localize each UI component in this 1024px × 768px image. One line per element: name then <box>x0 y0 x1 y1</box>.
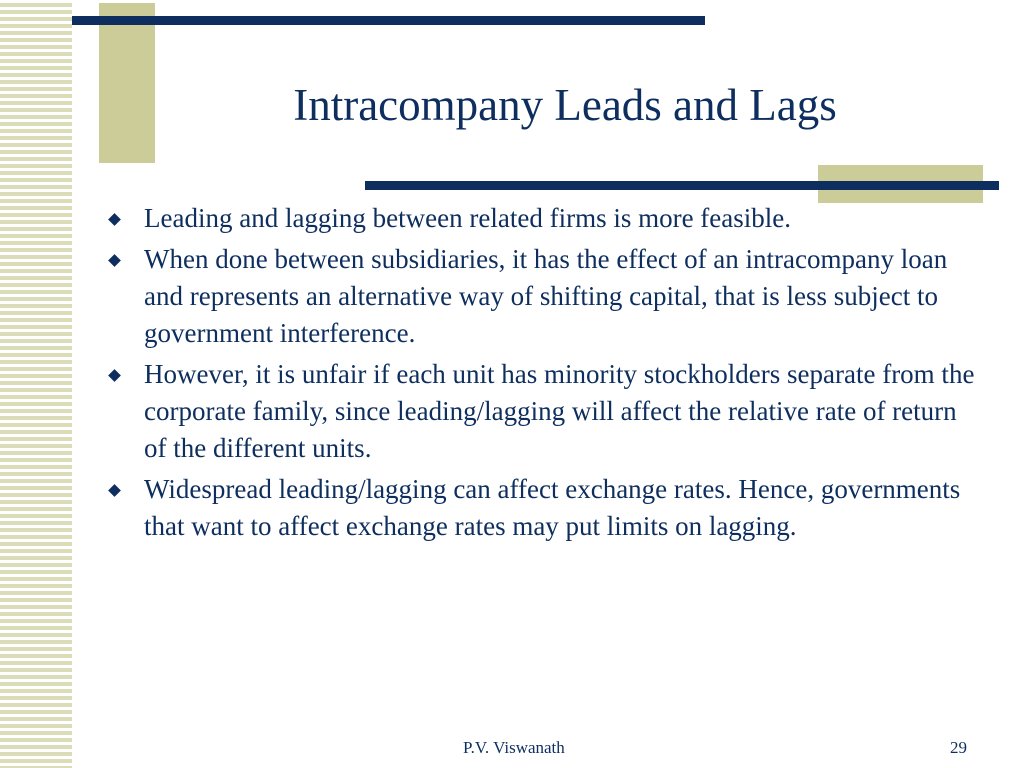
slide-title: Intracompany Leads and Lags <box>293 80 837 130</box>
page-number: 29 <box>950 738 967 757</box>
left-stripe-decoration <box>0 0 72 768</box>
bullet-item <box>108 200 978 237</box>
top-rule <box>72 16 705 25</box>
diamond-bullet-icon <box>108 484 121 497</box>
bullet-text: However, it is unfair if each unit has minority stockholders separate from the corporate family, since leading/lagging will affect the relative rate of return of the different units. <box>144 359 975 463</box>
diamond-bullet-icon <box>108 254 121 267</box>
accent-block-top <box>99 3 155 163</box>
bullet-item <box>108 471 978 545</box>
bullet-text: When done between subsidiaries, it has the effect of an intracompany loan and represents an alternative way of shifting capital, that is less subject to government interference. <box>144 244 948 348</box>
footer-author: P.V. Viswanath <box>463 738 565 757</box>
bullet-list <box>108 200 978 549</box>
diamond-bullet-icon <box>108 213 121 226</box>
bullet-text: Leading and lagging between related firms is more feasible. <box>144 203 792 233</box>
bullet-item <box>108 356 978 467</box>
bullet-item <box>108 241 978 352</box>
bullet-text: Widespread leading/lagging can affect exchange rates. Hence, governments that want to affect exchange rates may put limits on lagging. <box>144 474 961 541</box>
title-rule <box>365 181 999 190</box>
diamond-bullet-icon <box>108 369 121 382</box>
